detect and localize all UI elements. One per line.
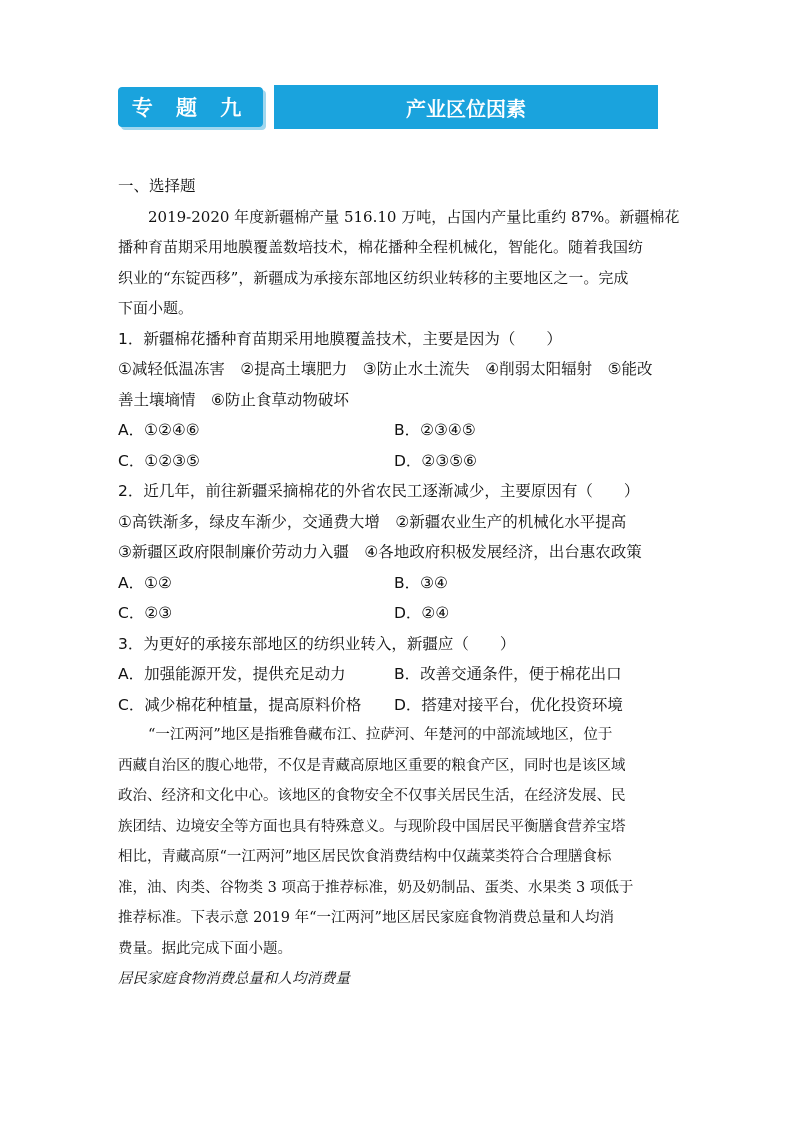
passage-1-line: 2019-2020 年度新疆棉产量 516.10 万吨，占国内产量比重约 87%。新疆棉花 bbox=[148, 207, 680, 226]
option-d[interactable]: D．②④ bbox=[394, 604, 450, 622]
option-a[interactable]: A．加强能源开发，提供充足动力 bbox=[118, 665, 346, 683]
passage-2-line: 推荐标准。下表示意 2019 年“一江两河”地区居民家庭食物消费总量和人均消 bbox=[118, 910, 614, 926]
question-1-items: ①减轻低温冻害 ②提高土壤肥力 ③防止水土流失 ④削弱太阳辐射 ⑤能改 bbox=[118, 360, 653, 378]
passage-1 bbox=[118, 202, 678, 324]
question-1-options-row bbox=[118, 446, 678, 477]
table-caption: 居民家庭食物消费总量和人均消费量 bbox=[118, 971, 350, 987]
option-d[interactable]: D．搭建对接平台，优化投资环境 bbox=[394, 695, 623, 714]
question-1-stem: 1．新疆棉花播种育苗期采用地膜覆盖技术，主要是因为（ ） bbox=[118, 329, 562, 348]
question-2-options-row bbox=[118, 568, 678, 599]
option-b[interactable]: B．③④ bbox=[394, 573, 448, 592]
question-3-options-row bbox=[118, 690, 678, 721]
passage-2-line: 政治、经济和文化中心。该地区的食物安全不仅事关居民生活，在经济发展、民 bbox=[118, 788, 626, 804]
option-b[interactable]: B．改善交通条件，便于棉花出口 bbox=[394, 665, 622, 683]
passage-2-line: 族团结、边境安全等方面也具有特殊意义。与现阶段中国居民平衡膳食营养宝塔 bbox=[118, 818, 626, 835]
question-3 bbox=[118, 629, 678, 721]
passage-1-line: 播种育苗期采用地膜覆盖数培技术，棉花播种全程机械化，智能化。随着我国纺 bbox=[118, 238, 644, 256]
option-c[interactable]: C．①②③⑤ bbox=[118, 451, 200, 470]
passage-2-line: 费量。据此完成下面小题。 bbox=[118, 940, 292, 957]
question-3-options-row bbox=[118, 659, 678, 690]
topic-title: 产业区位因素 bbox=[274, 85, 658, 129]
question-1 bbox=[118, 324, 678, 477]
question-2-items: ①高铁渐多，绿皮车渐少，交通费大增 ②新疆农业生产的机械化水平提高 bbox=[118, 512, 627, 531]
question-2-options-row bbox=[118, 598, 678, 629]
passage-2-line: “一江两河”地区是指雅鲁藏布江、拉萨河、年楚河的中部流域地区，位于 bbox=[148, 727, 613, 743]
option-c[interactable]: C．减少棉花种植量，提高原料价格 bbox=[118, 695, 362, 714]
topic-header bbox=[118, 85, 658, 131]
option-d[interactable]: D．②③⑤⑥ bbox=[394, 451, 478, 470]
question-2-items: ③新疆区政府限制廉价劳动力入疆 ④各地政府积极发展经济，出台惠农政策 bbox=[118, 543, 642, 561]
passage-1-line: 下面小题。 bbox=[118, 299, 194, 317]
option-b[interactable]: B．②③④⑤ bbox=[394, 421, 476, 439]
document-body bbox=[118, 171, 678, 995]
topic-badge: 专 题 九 bbox=[118, 87, 263, 127]
question-3-stem: 3．为更好的承接东部地区的纺织业转入，新疆应（ ） bbox=[118, 634, 516, 653]
passage-2-line: 相比，青藏高原“一江两河”地区居民饮食消费结构中仅蔬菜类符合合理膳食标 bbox=[118, 849, 612, 865]
option-a[interactable]: A．①②④⑥ bbox=[118, 421, 200, 439]
question-1-options-row bbox=[118, 415, 678, 446]
question-1-items: 善土壤墒情 ⑥防止食草动物破坏 bbox=[118, 390, 349, 409]
option-a[interactable]: A．①② bbox=[118, 573, 172, 592]
question-2-stem: 2．近几年，前往新疆采摘棉花的外省农民工逐渐减少，主要原因有（ ） bbox=[118, 482, 640, 500]
passage-2 bbox=[118, 720, 678, 964]
passage-1-line: 织业的“东锭西移”，新疆成为承接东部地区纺织业转移的主要地区之一。完成 bbox=[118, 268, 629, 287]
passage-2-line: 准，油、肉类、谷物类 3 项高于推荐标准，奶及奶制品、蛋类、水果类 3 项低于 bbox=[118, 879, 634, 896]
question-2 bbox=[118, 476, 678, 629]
passage-2-line: 西藏自治区的腹心地带，不仅是青藏高原地区重要的粮食产区，同时也是该区域 bbox=[118, 757, 626, 774]
option-c[interactable]: C．②③ bbox=[118, 604, 173, 622]
section-heading: 一、选择题 bbox=[118, 177, 196, 195]
